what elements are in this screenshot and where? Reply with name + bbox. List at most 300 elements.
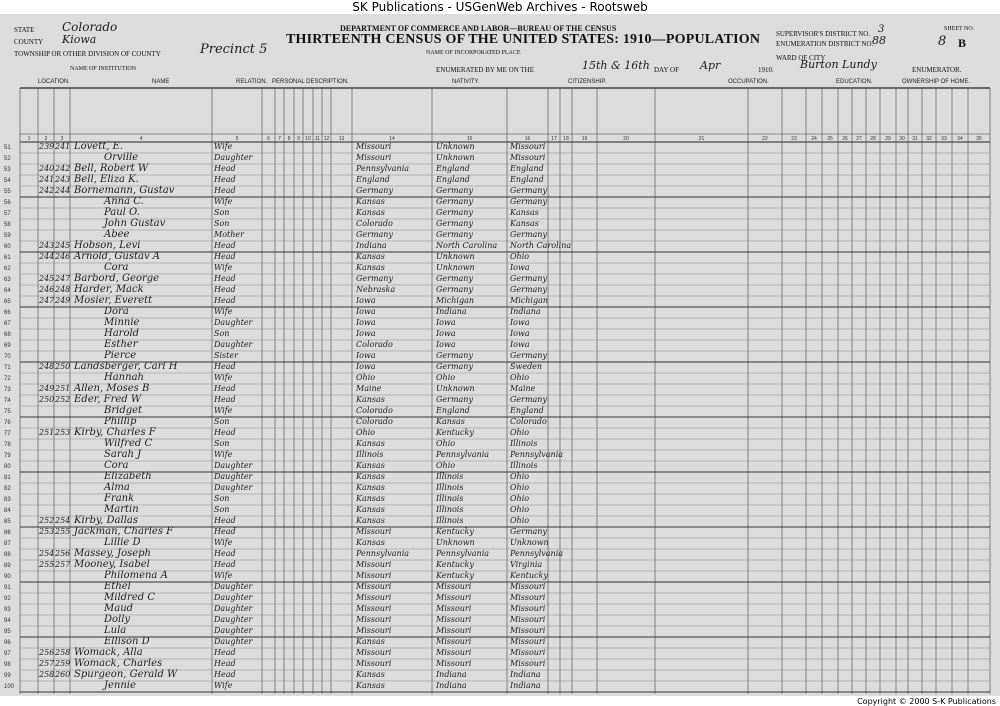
person-name: Barbord, George	[74, 273, 160, 284]
department-line: DEPARTMENT OF COMMERCE AND LABOR—BUREAU OF THE CENSUS	[340, 24, 617, 33]
row-number: 92	[4, 596, 11, 602]
relation: Daughter	[214, 483, 253, 492]
family-number: 255	[55, 527, 71, 536]
column-number: 32	[926, 136, 932, 142]
person-name: Elizabeth	[104, 471, 152, 482]
dwelling-number: 250	[39, 395, 55, 404]
birthplace: Kansas	[356, 681, 385, 690]
family-number: 251	[55, 384, 71, 393]
supervisor-value: 3	[878, 24, 885, 35]
birthplace: Iowa	[356, 296, 376, 305]
person-name: Jackman, Charles F	[74, 526, 174, 537]
father-birthplace: Illinois	[436, 472, 464, 481]
mother-birthplace: Germany	[510, 197, 547, 206]
mother-birthplace: Unknown	[510, 538, 549, 547]
row-number: 75	[4, 409, 11, 415]
row-number: 65	[4, 299, 11, 305]
father-birthplace: Pennsylvania	[436, 549, 490, 558]
mother-birthplace: Iowa	[510, 263, 530, 272]
row-number: 77	[4, 431, 11, 437]
person-name: Esther	[104, 339, 138, 350]
person-name: Minnie	[104, 317, 140, 328]
column-group-nativity: NATIVITY.	[452, 79, 480, 85]
father-birthplace: Unknown	[436, 263, 475, 272]
relation: Wife	[214, 571, 233, 580]
birthplace: Germany	[356, 230, 393, 239]
birthplace: Ohio	[356, 428, 376, 437]
mother-birthplace: Germany	[510, 186, 547, 195]
mother-birthplace: Missouri	[510, 626, 546, 635]
copyright-notice: Copyright © 2000 S-K Publications	[857, 697, 996, 706]
mother-birthplace: Indiana	[510, 307, 541, 316]
row-number: 54	[4, 178, 11, 184]
father-birthplace: Germany	[436, 395, 473, 404]
birthplace: Kansas	[356, 197, 385, 206]
person-name: Harold	[104, 328, 140, 339]
person-name: Massey, Joseph	[74, 548, 151, 559]
father-birthplace: England	[436, 175, 470, 184]
mother-birthplace: Missouri	[510, 142, 546, 151]
column-group-relation: RELATION.	[236, 79, 268, 85]
person-name: Mosier, Everett	[74, 295, 153, 306]
mother-birthplace: Colorado	[510, 417, 547, 426]
relation: Son	[214, 494, 230, 503]
mother-birthplace: Germany	[510, 395, 547, 404]
row-number: 53	[4, 167, 11, 173]
relation: Daughter	[214, 626, 253, 635]
father-birthplace: Kentucky	[436, 428, 474, 437]
row-number: 87	[4, 541, 11, 547]
relation: Wife	[214, 307, 233, 316]
father-birthplace: Germany	[436, 230, 473, 239]
father-birthplace: Unknown	[436, 384, 475, 393]
row-number: 98	[4, 662, 11, 668]
mother-birthplace: Ohio	[510, 505, 530, 514]
ward-label: WARD OF CITY	[776, 54, 826, 62]
person-name: Frank	[104, 493, 135, 504]
person-name: Kirby, Dallas	[74, 515, 138, 526]
father-birthplace: Germany	[436, 362, 473, 371]
mother-birthplace: Kentucky	[510, 571, 548, 580]
row-number: 51	[4, 145, 11, 151]
relation: Head	[214, 395, 236, 404]
person-name: Phillip	[104, 416, 137, 427]
column-number: 15	[466, 136, 473, 142]
row-number: 72	[4, 376, 11, 382]
mother-birthplace: England	[510, 164, 544, 173]
birthplace: Missouri	[356, 560, 392, 569]
column-number: 34	[957, 136, 963, 142]
township-label: TOWNSHIP OR OTHER DIVISION OF COUNTY	[14, 50, 161, 58]
dwelling-number: 255	[39, 560, 55, 569]
birthplace: Missouri	[356, 648, 392, 657]
father-birthplace: Pennsylvania	[436, 450, 490, 459]
relation: Wife	[214, 142, 233, 151]
person-name: Hobson, Levi	[74, 240, 141, 251]
column-number: 13	[338, 136, 345, 142]
relation: Head	[214, 252, 236, 261]
person-name: Jennie	[104, 680, 136, 691]
birthplace: Missouri	[356, 626, 392, 635]
column-number: 30	[899, 136, 905, 142]
column-group-ownership: OWNERSHIP OF HOME.	[902, 79, 971, 85]
person-name: Dolly	[104, 614, 131, 625]
row-number: 94	[4, 618, 11, 624]
family-number: 260	[55, 670, 71, 679]
column-number: 29	[885, 136, 891, 142]
birthplace: Iowa	[356, 351, 376, 360]
mother-birthplace: Iowa	[510, 318, 530, 327]
column-number: 17	[551, 136, 557, 142]
enum-district-value: 88	[872, 34, 886, 47]
supervisor-label: SUPERVISOR'S DISTRICT NO.	[776, 30, 871, 38]
relation: Son	[214, 329, 230, 338]
day-of-label: DAY OF	[654, 66, 679, 74]
enumerated-month: Apr	[700, 59, 721, 72]
family-number: 256	[55, 549, 71, 558]
column-number: 12	[323, 136, 330, 142]
mother-birthplace: Iowa	[510, 329, 530, 338]
birthplace: Colorado	[356, 340, 393, 349]
birthplace: Indiana	[356, 241, 387, 250]
relation: Wife	[214, 681, 233, 690]
father-birthplace: Illinois	[436, 483, 464, 492]
relation: Daughter	[214, 318, 253, 327]
enumerated-day: 15th & 16th	[582, 59, 650, 72]
father-birthplace: Missouri	[436, 648, 472, 657]
relation: Head	[214, 175, 236, 184]
dwelling-number: 248	[39, 362, 55, 371]
row-number: 80	[4, 464, 11, 470]
birthplace: Missouri	[356, 659, 392, 668]
father-birthplace: Illinois	[436, 516, 464, 525]
person-name: Paul O.	[104, 207, 140, 218]
mother-birthplace: Missouri	[510, 637, 546, 646]
relation: Wife	[214, 373, 233, 382]
mother-birthplace: Germany	[510, 351, 547, 360]
relation: Head	[214, 670, 236, 679]
row-number: 69	[4, 343, 11, 349]
mother-birthplace: Illinois	[510, 439, 538, 448]
father-birthplace: Missouri	[436, 604, 472, 613]
birthplace: England	[356, 175, 390, 184]
row-number: 74	[4, 398, 11, 404]
father-birthplace: Indiana	[436, 307, 467, 316]
row-number: 100	[4, 684, 15, 690]
person-name: Orville	[104, 152, 139, 163]
column-number: 11	[314, 136, 321, 142]
row-number: 82	[4, 486, 11, 492]
column-number: 14	[389, 136, 395, 142]
sheet-letter: B	[958, 36, 967, 50]
dwelling-number: 251	[39, 428, 55, 437]
father-birthplace: Ohio	[436, 373, 456, 382]
relation: Daughter	[214, 604, 253, 613]
birthplace: Nebraska	[356, 285, 396, 294]
birthplace: Kansas	[356, 494, 385, 503]
column-group-personal: PERSONAL DESCRIPTION.	[272, 79, 349, 85]
enumerated-label: ENUMERATED BY ME ON THE	[436, 66, 534, 74]
mother-birthplace: Missouri	[510, 659, 546, 668]
father-birthplace: Missouri	[436, 593, 472, 602]
father-birthplace: North Carolina	[436, 241, 498, 250]
row-number: 99	[4, 673, 11, 679]
relation: Head	[214, 384, 236, 393]
father-birthplace: Ohio	[436, 461, 456, 470]
mother-birthplace: Ohio	[510, 483, 530, 492]
family-number: 248	[55, 285, 71, 294]
state-label: STATE	[14, 26, 35, 34]
mother-birthplace: Pennsylvania	[510, 549, 564, 558]
person-name: Abee	[104, 229, 130, 240]
enumerator-label: ENUMERATOR.	[912, 66, 962, 74]
mother-birthplace: Germany	[510, 527, 547, 536]
mother-birthplace: Germany	[510, 230, 547, 239]
person-name: Lula	[104, 625, 127, 636]
column-number: 35	[976, 136, 982, 142]
birthplace: Kansas	[356, 483, 385, 492]
person-name: Kirby, Charles F	[74, 427, 156, 438]
person-name: Landsberger, Carl H	[74, 361, 178, 372]
relation: Daughter	[214, 340, 253, 349]
relation: Son	[214, 417, 230, 426]
father-birthplace: Germany	[436, 186, 473, 195]
mother-birthplace: Iowa	[510, 340, 530, 349]
row-number: 67	[4, 321, 11, 327]
column-group-name: NAME	[152, 79, 170, 85]
person-name: Mildred C	[104, 592, 155, 603]
relation: Head	[214, 164, 236, 173]
mother-birthplace: Indiana	[510, 670, 541, 679]
birthplace: Ohio	[356, 373, 376, 382]
mother-birthplace: Ohio	[510, 373, 530, 382]
person-name: Harder, Mack	[74, 284, 144, 295]
column-number: 23	[791, 136, 797, 142]
family-number: 254	[55, 516, 71, 525]
mother-birthplace: Ohio	[510, 252, 530, 261]
row-number: 58	[4, 222, 11, 228]
person-name: Anna C.	[104, 196, 144, 207]
row-number: 68	[4, 332, 11, 338]
person-name: Martin	[104, 504, 139, 515]
father-birthplace: Iowa	[436, 340, 456, 349]
birthplace: Colorado	[356, 417, 393, 426]
row-number: 76	[4, 420, 11, 426]
enum-district-label: ENUMERATION DISTRICT NO.	[776, 40, 874, 48]
person-name: Womack, Alla	[74, 647, 143, 658]
relation: Wife	[214, 406, 233, 415]
birthplace: Kansas	[356, 439, 385, 448]
mother-birthplace: Missouri	[510, 582, 546, 591]
mother-birthplace: Germany	[510, 274, 547, 283]
mother-birthplace: England	[510, 175, 544, 184]
birthplace: Missouri	[356, 582, 392, 591]
person-name: Maud	[104, 603, 134, 614]
family-number: 241	[55, 142, 71, 151]
row-number: 73	[4, 387, 11, 393]
relation: Head	[214, 186, 236, 195]
row-number: 91	[4, 585, 11, 591]
site-banner: SK Publications - USGenWeb Archives - Rootsweb	[0, 0, 1000, 14]
father-birthplace: Iowa	[436, 329, 456, 338]
row-number: 59	[4, 233, 11, 239]
family-number: 258	[55, 648, 71, 657]
row-number: 86	[4, 530, 11, 536]
father-birthplace: Indiana	[436, 681, 467, 690]
relation: Head	[214, 659, 236, 668]
row-number: 96	[4, 640, 11, 646]
column-number: 4	[139, 136, 143, 142]
father-birthplace: Kansas	[436, 417, 465, 426]
birthplace: Pennsylvania	[356, 549, 410, 558]
mother-birthplace: Michigan	[510, 296, 548, 305]
relation: Head	[214, 648, 236, 657]
birthplace: Colorado	[356, 219, 393, 228]
row-number: 61	[4, 255, 11, 261]
person-name: Sarah J	[104, 449, 142, 460]
birthplace: Colorado	[356, 406, 393, 415]
mother-birthplace: Ohio	[510, 472, 530, 481]
row-number: 88	[4, 552, 11, 558]
family-number: 249	[55, 296, 71, 305]
census-scan	[0, 14, 1000, 696]
relation: Wife	[214, 197, 233, 206]
person-name: Ellison D	[104, 636, 150, 647]
dwelling-number: 253	[39, 527, 55, 536]
column-number: 19	[581, 136, 588, 142]
family-number: 247	[55, 274, 71, 283]
person-name: Cora	[104, 460, 129, 471]
mother-birthplace: Virginia	[510, 560, 543, 569]
mother-birthplace: Ohio	[510, 428, 530, 437]
dwelling-number: 242	[39, 186, 55, 195]
column-number: 9	[297, 136, 300, 142]
father-birthplace: Missouri	[436, 582, 472, 591]
row-number: 70	[4, 354, 11, 360]
father-birthplace: Unknown	[436, 538, 475, 547]
family-number: 243	[55, 175, 71, 184]
father-birthplace: Illinois	[436, 494, 464, 503]
relation: Daughter	[214, 593, 253, 602]
relation: Son	[214, 439, 230, 448]
column-number: 3	[60, 136, 64, 142]
mother-birthplace: North Carolina	[510, 241, 572, 250]
father-birthplace: Kentucky	[436, 571, 474, 580]
relation: Sister	[214, 351, 238, 360]
relation: Head	[214, 296, 236, 305]
father-birthplace: Illinois	[436, 505, 464, 514]
row-number: 63	[4, 277, 11, 283]
birthplace: Kansas	[356, 208, 385, 217]
birthplace: Kansas	[356, 538, 385, 547]
relation: Head	[214, 362, 236, 371]
dwelling-number: 245	[39, 274, 55, 283]
row-number: 83	[4, 497, 11, 503]
birthplace: Maine	[356, 384, 382, 393]
family-number: 257	[55, 560, 71, 569]
column-number: 25	[827, 136, 833, 142]
row-number: 89	[4, 563, 11, 569]
birthplace: Kansas	[356, 263, 385, 272]
state-value: Colorado	[62, 20, 118, 34]
birthplace: Germany	[356, 274, 393, 283]
person-name: Arnold, Gustav A	[74, 251, 161, 262]
person-name: Lillie D	[104, 537, 141, 548]
dwelling-number: 239	[39, 142, 55, 151]
birthplace: Kansas	[356, 461, 385, 470]
birthplace: Missouri	[356, 615, 392, 624]
relation: Mother	[214, 230, 244, 239]
family-number: 242	[55, 164, 71, 173]
relation: Head	[214, 549, 236, 558]
family-number: 252	[55, 395, 71, 404]
column-number: 6	[267, 136, 270, 142]
row-number: 71	[4, 365, 11, 371]
township-value: Precinct 5	[200, 42, 268, 57]
birthplace: Missouri	[356, 593, 392, 602]
relation: Head	[214, 560, 236, 569]
family-number: 244	[55, 186, 71, 195]
place-label: NAME OF INCORPORATED PLACE	[426, 50, 521, 56]
father-birthplace: Kentucky	[436, 527, 474, 536]
dwelling-number: 240	[39, 164, 55, 173]
birthplace: Kansas	[356, 516, 385, 525]
row-number: 55	[4, 189, 11, 195]
mother-birthplace: Maine	[510, 384, 536, 393]
birthplace: Missouri	[356, 142, 392, 151]
birthplace: Iowa	[356, 307, 376, 316]
relation: Wife	[214, 450, 233, 459]
row-number: 64	[4, 288, 11, 294]
relation: Son	[214, 505, 230, 514]
column-group-citizenship: CITIZENSHIP.	[568, 79, 607, 85]
dwelling-number: 258	[39, 670, 55, 679]
birthplace: Kansas	[356, 670, 385, 679]
relation: Head	[214, 274, 236, 283]
relation: Daughter	[214, 472, 253, 481]
person-name: Mooney, Isabel	[74, 559, 150, 570]
father-birthplace: Missouri	[436, 626, 472, 635]
relation: Head	[214, 516, 236, 525]
row-number: 97	[4, 651, 11, 657]
row-number: 81	[4, 475, 11, 481]
dwelling-number: 243	[39, 241, 55, 250]
relation: Daughter	[214, 637, 253, 646]
mother-birthplace: Sweden	[510, 362, 543, 371]
person-name: Womack, Charles	[74, 658, 163, 669]
mother-birthplace: Illinois	[510, 461, 538, 470]
father-birthplace: Kentucky	[436, 560, 474, 569]
birthplace: Germany	[356, 186, 393, 195]
column-number: 18	[563, 136, 569, 142]
person-name: Bell, Robert W	[74, 163, 149, 174]
person-name: Bornemann, Gustav	[74, 185, 175, 196]
person-name: Wilfred C	[104, 438, 153, 449]
row-number: 62	[4, 266, 11, 272]
family-number: 250	[55, 362, 71, 371]
year-suffix: 1910.	[758, 66, 774, 74]
birthplace: Missouri	[356, 153, 392, 162]
sheet-label: SHEET NO.	[944, 26, 975, 32]
father-birthplace: Germany	[436, 274, 473, 283]
relation: Daughter	[214, 582, 253, 591]
sheet-value: 8	[938, 34, 947, 49]
mother-birthplace: Kansas	[510, 219, 539, 228]
enumerator-value: Burton Lundy	[800, 58, 877, 71]
dwelling-number: 257	[39, 659, 55, 668]
relation: Wife	[214, 263, 233, 272]
father-birthplace: Germany	[436, 285, 473, 294]
